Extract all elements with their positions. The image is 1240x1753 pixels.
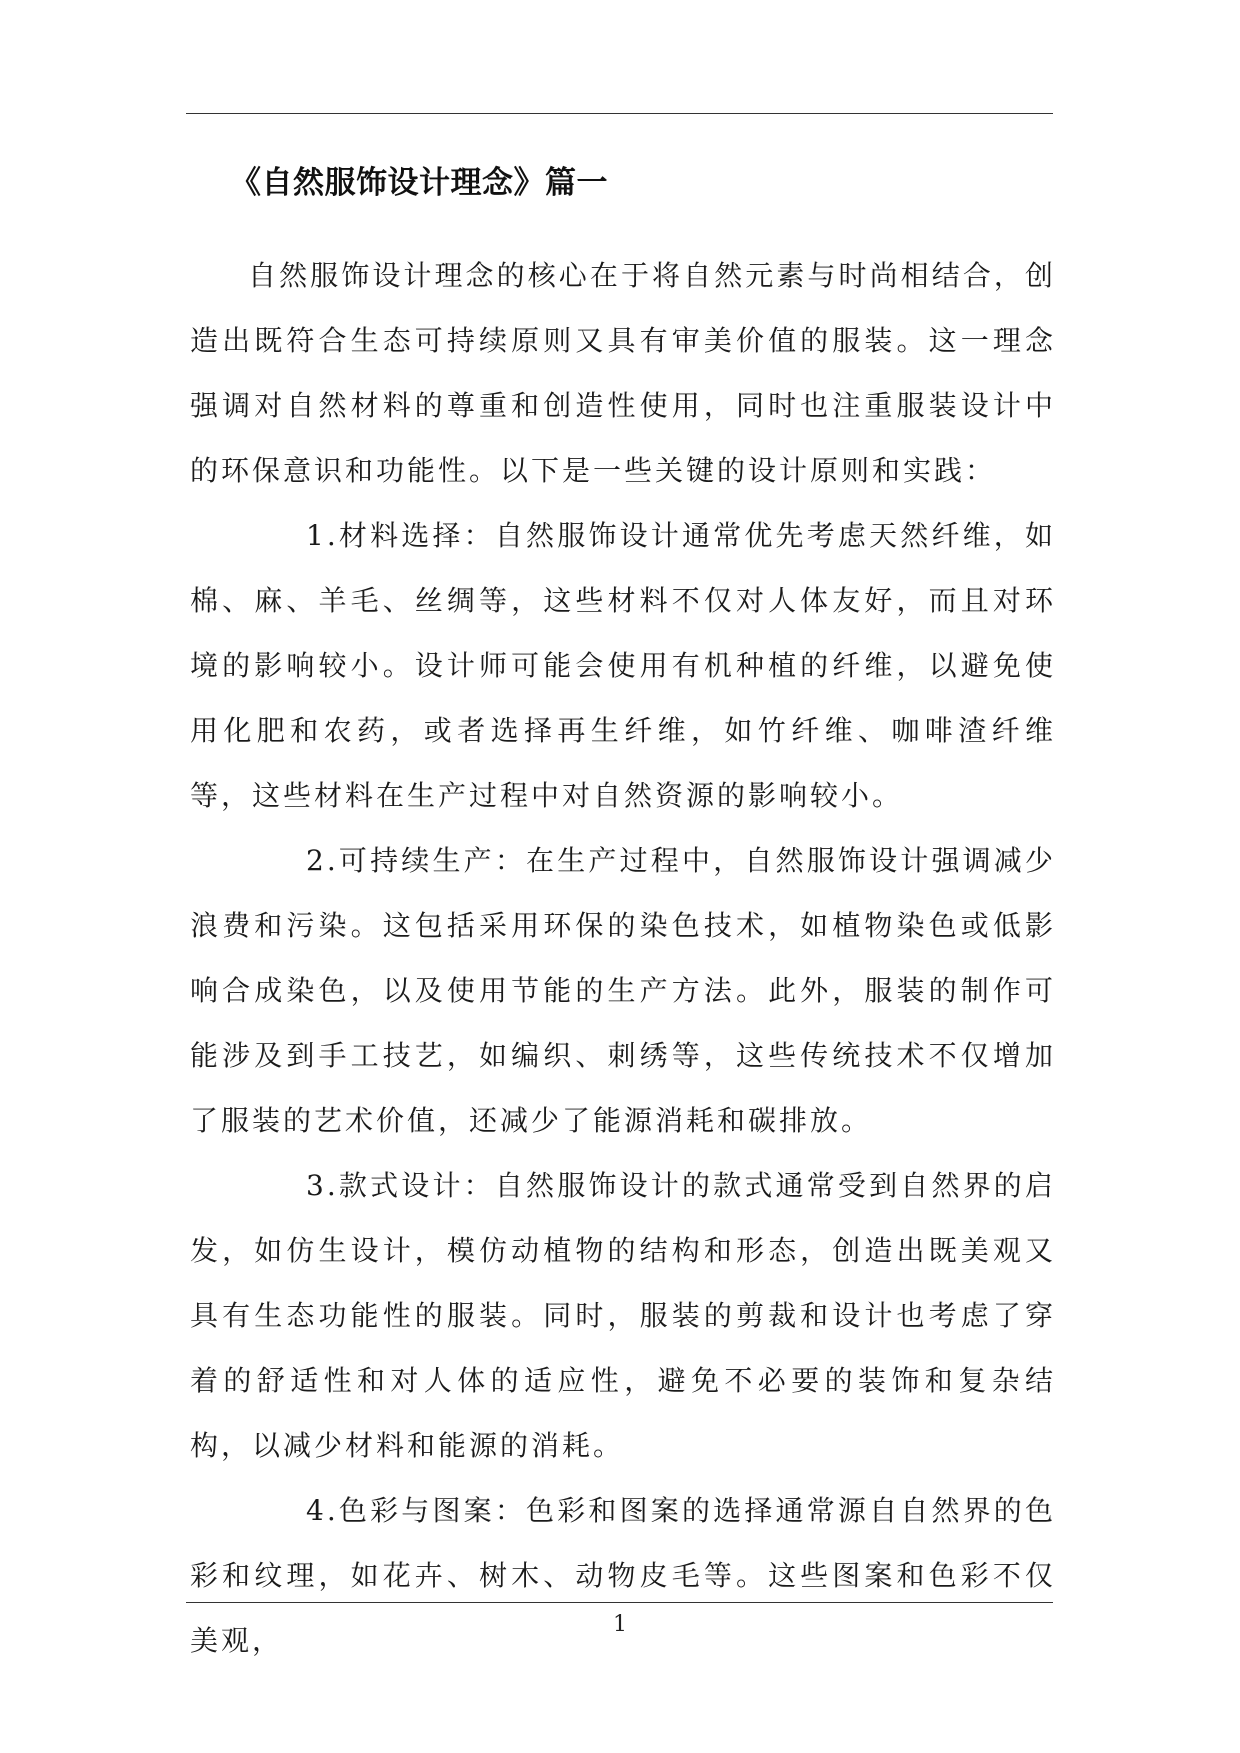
body-text — [190, 243, 1056, 1673]
paragraph-sustainable-production: 2.可持续生产：在生产过程中，自然服饰设计强调减少浪费和污染。这包括采用环保的染色技术，如植物染色或低影响合成染色，以及使用节能的生产方法。此外，服装的制作可能涉及到手工技艺，如编织、刺绣等，这些传统技术不仅增加了服装的艺术价值，还减少了能源消耗和碳排放。 — [190, 844, 1056, 1137]
paragraph-style-design: 3.款式设计：自然服饰设计的款式通常受到自然界的启发，如仿生设计，模仿动植物的结构和形态，创造出既美观又具有生态功能性的服装。同时，服装的剪裁和设计也考虑了穿着的舒适性和对人体的适应性，避免不必要的装饰和复杂结构，以减少材料和能源的消耗。 — [190, 1169, 1056, 1462]
footer-rule — [186, 1602, 1053, 1603]
page-number: 1 — [613, 1612, 627, 1637]
header-rule — [186, 113, 1053, 114]
paragraph-material-selection: 1.材料选择：自然服饰设计通常优先考虑天然纤维，如棉、麻、羊毛、丝绸等，这些材料不仅对人体友好，而且对环境的影响较小。设计师可能会使用有机种植的纤维，以避免使用化肥和农药，或者选择再生纤维，如竹纤维、咖啡渣纤维等，这些材料在生产过程中对自然资源的影响较小。 — [190, 519, 1056, 812]
paragraph-color-pattern: 4.色彩与图案：色彩和图案的选择通常源自自然界的色彩和纹理，如花卉、树木、动物皮毛等。这些图案和色彩不仅美观， — [190, 1494, 1056, 1657]
paragraph-intro: 自然服饰设计理念的核心在于将自然元素与时尚相结合，创造出既符合生态可持续原则又具有审美价值的服装。这一理念强调对自然材料的尊重和创造性使用，同时也注重服装设计中的环保意识和功能性。以下是一些关键的设计原则和实践： — [190, 259, 1056, 487]
document-title: 《自然服饰设计理念》篇一 — [230, 165, 608, 201]
